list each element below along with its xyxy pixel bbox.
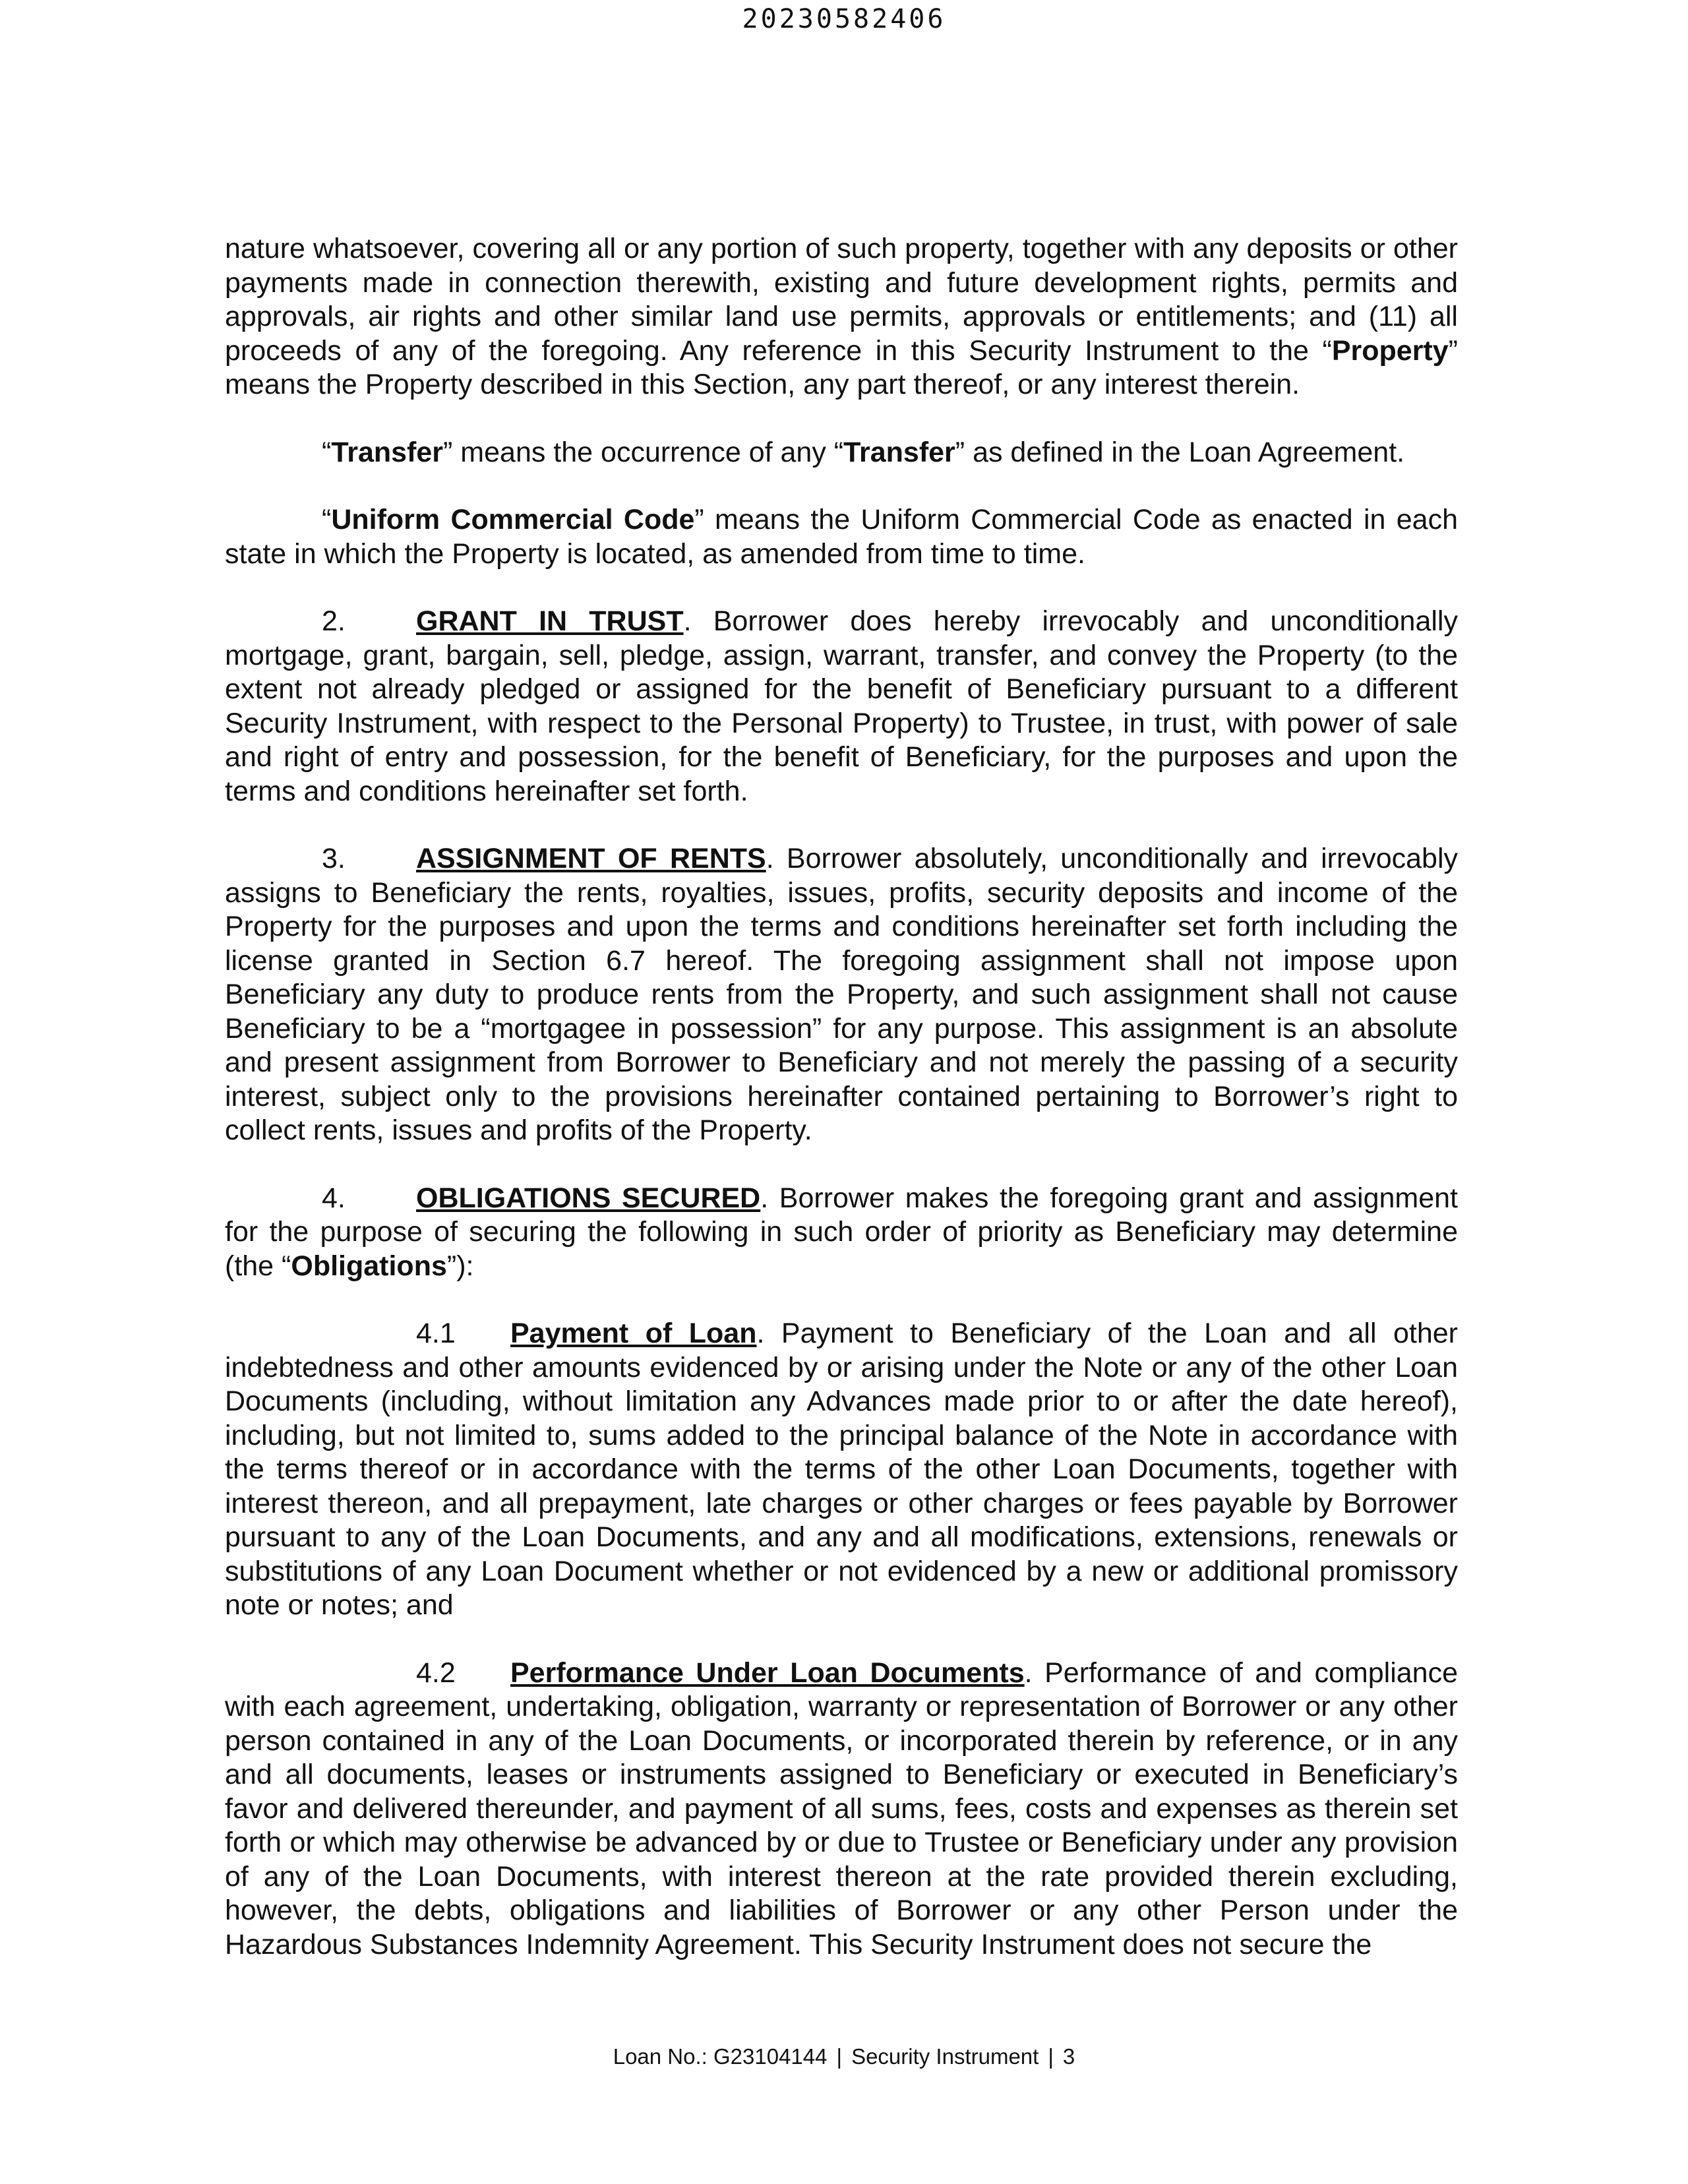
defined-term-transfer: Transfer (331, 436, 444, 468)
section-heading: ASSIGNMENT OF RENTS (416, 843, 766, 874)
definition-ucc (225, 503, 1458, 571)
section-text: . Borrower does hereby irrevocably and unconditionally mortgage, grant, bargain, sell, pledge, assign, warrant, transfer, and convey the Property (to the extent not already pledged or assigned for the benefit of Beneficiary pursuant to a different Security Instrument, with respect to the Personal Property) to Trustee, in trust, with power of sale and right of entry and possession, for the benefit of Beneficiary, for the purposes and upon the terms and conditions hereinafter set forth. (225, 605, 1458, 807)
open-quote: “ (322, 436, 332, 468)
defined-term-obligations: Obligations (291, 1250, 447, 1282)
section-4 (225, 1182, 1458, 1284)
defined-term-property: Property (1331, 334, 1449, 367)
defined-term-transfer-ref: Transfer (843, 436, 955, 468)
page-footer (0, 2044, 1688, 2069)
definition-text: ” means the Uniform Commercial Code as enacted in each state in which the Property is located, as amended from time to time. (225, 504, 1458, 570)
document-number: 20230582406 (742, 4, 946, 34)
section-text-end: ”): (446, 1250, 474, 1282)
section-3 (225, 842, 1458, 1148)
subsection-heading: Payment of Loan (510, 1318, 757, 1349)
document-body (225, 232, 1458, 1962)
definition-transfer (225, 436, 1458, 470)
continuation-paragraph (225, 232, 1458, 402)
page-number: 3 (1062, 2044, 1075, 2069)
definition-text: ” means the occurrence of any “ (443, 436, 844, 468)
section-number: 4. (322, 1182, 346, 1214)
section-text: . Borrower absolutely, unconditionally and irrevocably assigns to Beneficiary the rents, royalties, issues, profits, security deposits and income of the Property for the purposes and upon the terms and conditions hereinafter set forth including the license granted in Section 6.7 hereof. The foregoing assignment shall not impose upon Beneficiary any duty to produce rents from the Property, and such assignment shall not cause Beneficiary to be a “mortgagee in possession” for any purpose. This assignment is an absolute and present assignment from Borrower to Beneficiary and not merely the passing of a security interest, subject only to the provisions hereinafter contained pertaining to Borrower’s right to collect rents, issues and profits of the Property. (225, 843, 1458, 1146)
loan-number: Loan No.: G23104144 (613, 2044, 828, 2069)
footer-document-title: Security Instrument (851, 2044, 1039, 2069)
footer-separator: | (1048, 2044, 1054, 2069)
continuation-text-end: ” means the Property described in this Section, any part thereof, or any interest therein. (225, 334, 1458, 400)
section-4-1 (225, 1317, 1458, 1623)
section-2 (225, 605, 1458, 808)
continuation-text: nature whatsoever, covering all or any portion of such property, together with any deposits or other payments made in connection therewith, existing and future development rights, permits and approvals, air rights and other similar land use permits, approvals or entitlements; and (11) all proceeds of any of the foregoing. Any reference in this Security Instrument to the “ (225, 233, 1458, 367)
definition-text-end: ” as defined in the Loan Agreement. (955, 436, 1405, 468)
subsection-text: . Payment to Beneficiary of the Loan and all other indebtedness and other amounts evidenced by or arising under the Note or any of the other Loan Documents (including, without limitation any Advances made prior to or after the date hereof), including, but not limited to, sums added to the principal balance of the Note in accordance with the terms thereof or in accordance with the terms of the other Loan Documents, together with interest thereon, and all prepayment, late charges or other charges or fees payable by Borrower pursuant to any of the Loan Documents, and any and all modifications, extensions, renewals or substitutions of any Loan Document whether or not evidenced by a new or additional promissory note or notes; and (225, 1318, 1458, 1621)
section-heading: OBLIGATIONS SECURED (416, 1182, 761, 1214)
defined-term-ucc: Uniform Commercial Code (331, 504, 695, 535)
section-4-2 (225, 1656, 1458, 1962)
subsection-heading: Performance Under Loan Documents (510, 1656, 1025, 1689)
section-number: 3. (322, 843, 346, 874)
subsection-number: 4.2 (416, 1656, 456, 1689)
subsection-text: . Performance of and compliance with each agreement, undertaking, obligation, warranty or representation of Borrower or any other person contained in any of the Loan Documents, or incorporated therein by reference, or in any and all documents, leases or instruments assigned to Beneficiary or executed in Beneficiary’s favor and delivered thereunder, and payment of all sums, fees, costs and expenses as therein set forth or which may otherwise be advanced by or due to Trustee or Beneficiary under any provision of any of the Loan Documents, with interest thereon at the rate provided therein excluding, however, the debts, obligations and liabilities of Borrower or any other Person under the Hazardous Substances Indemnity Agreement. This Security Instrument does not secure the (225, 1656, 1459, 1960)
section-number: 2. (322, 605, 346, 637)
footer-separator: | (836, 2044, 843, 2069)
open-quote: “ (322, 504, 332, 535)
section-text: . Borrower makes the foregoing grant and assignment for the purpose of securing the following in such order of priority as Beneficiary may determine (the “ (225, 1182, 1458, 1282)
subsection-number: 4.1 (416, 1318, 456, 1349)
section-heading: GRANT IN TRUST (416, 605, 684, 637)
